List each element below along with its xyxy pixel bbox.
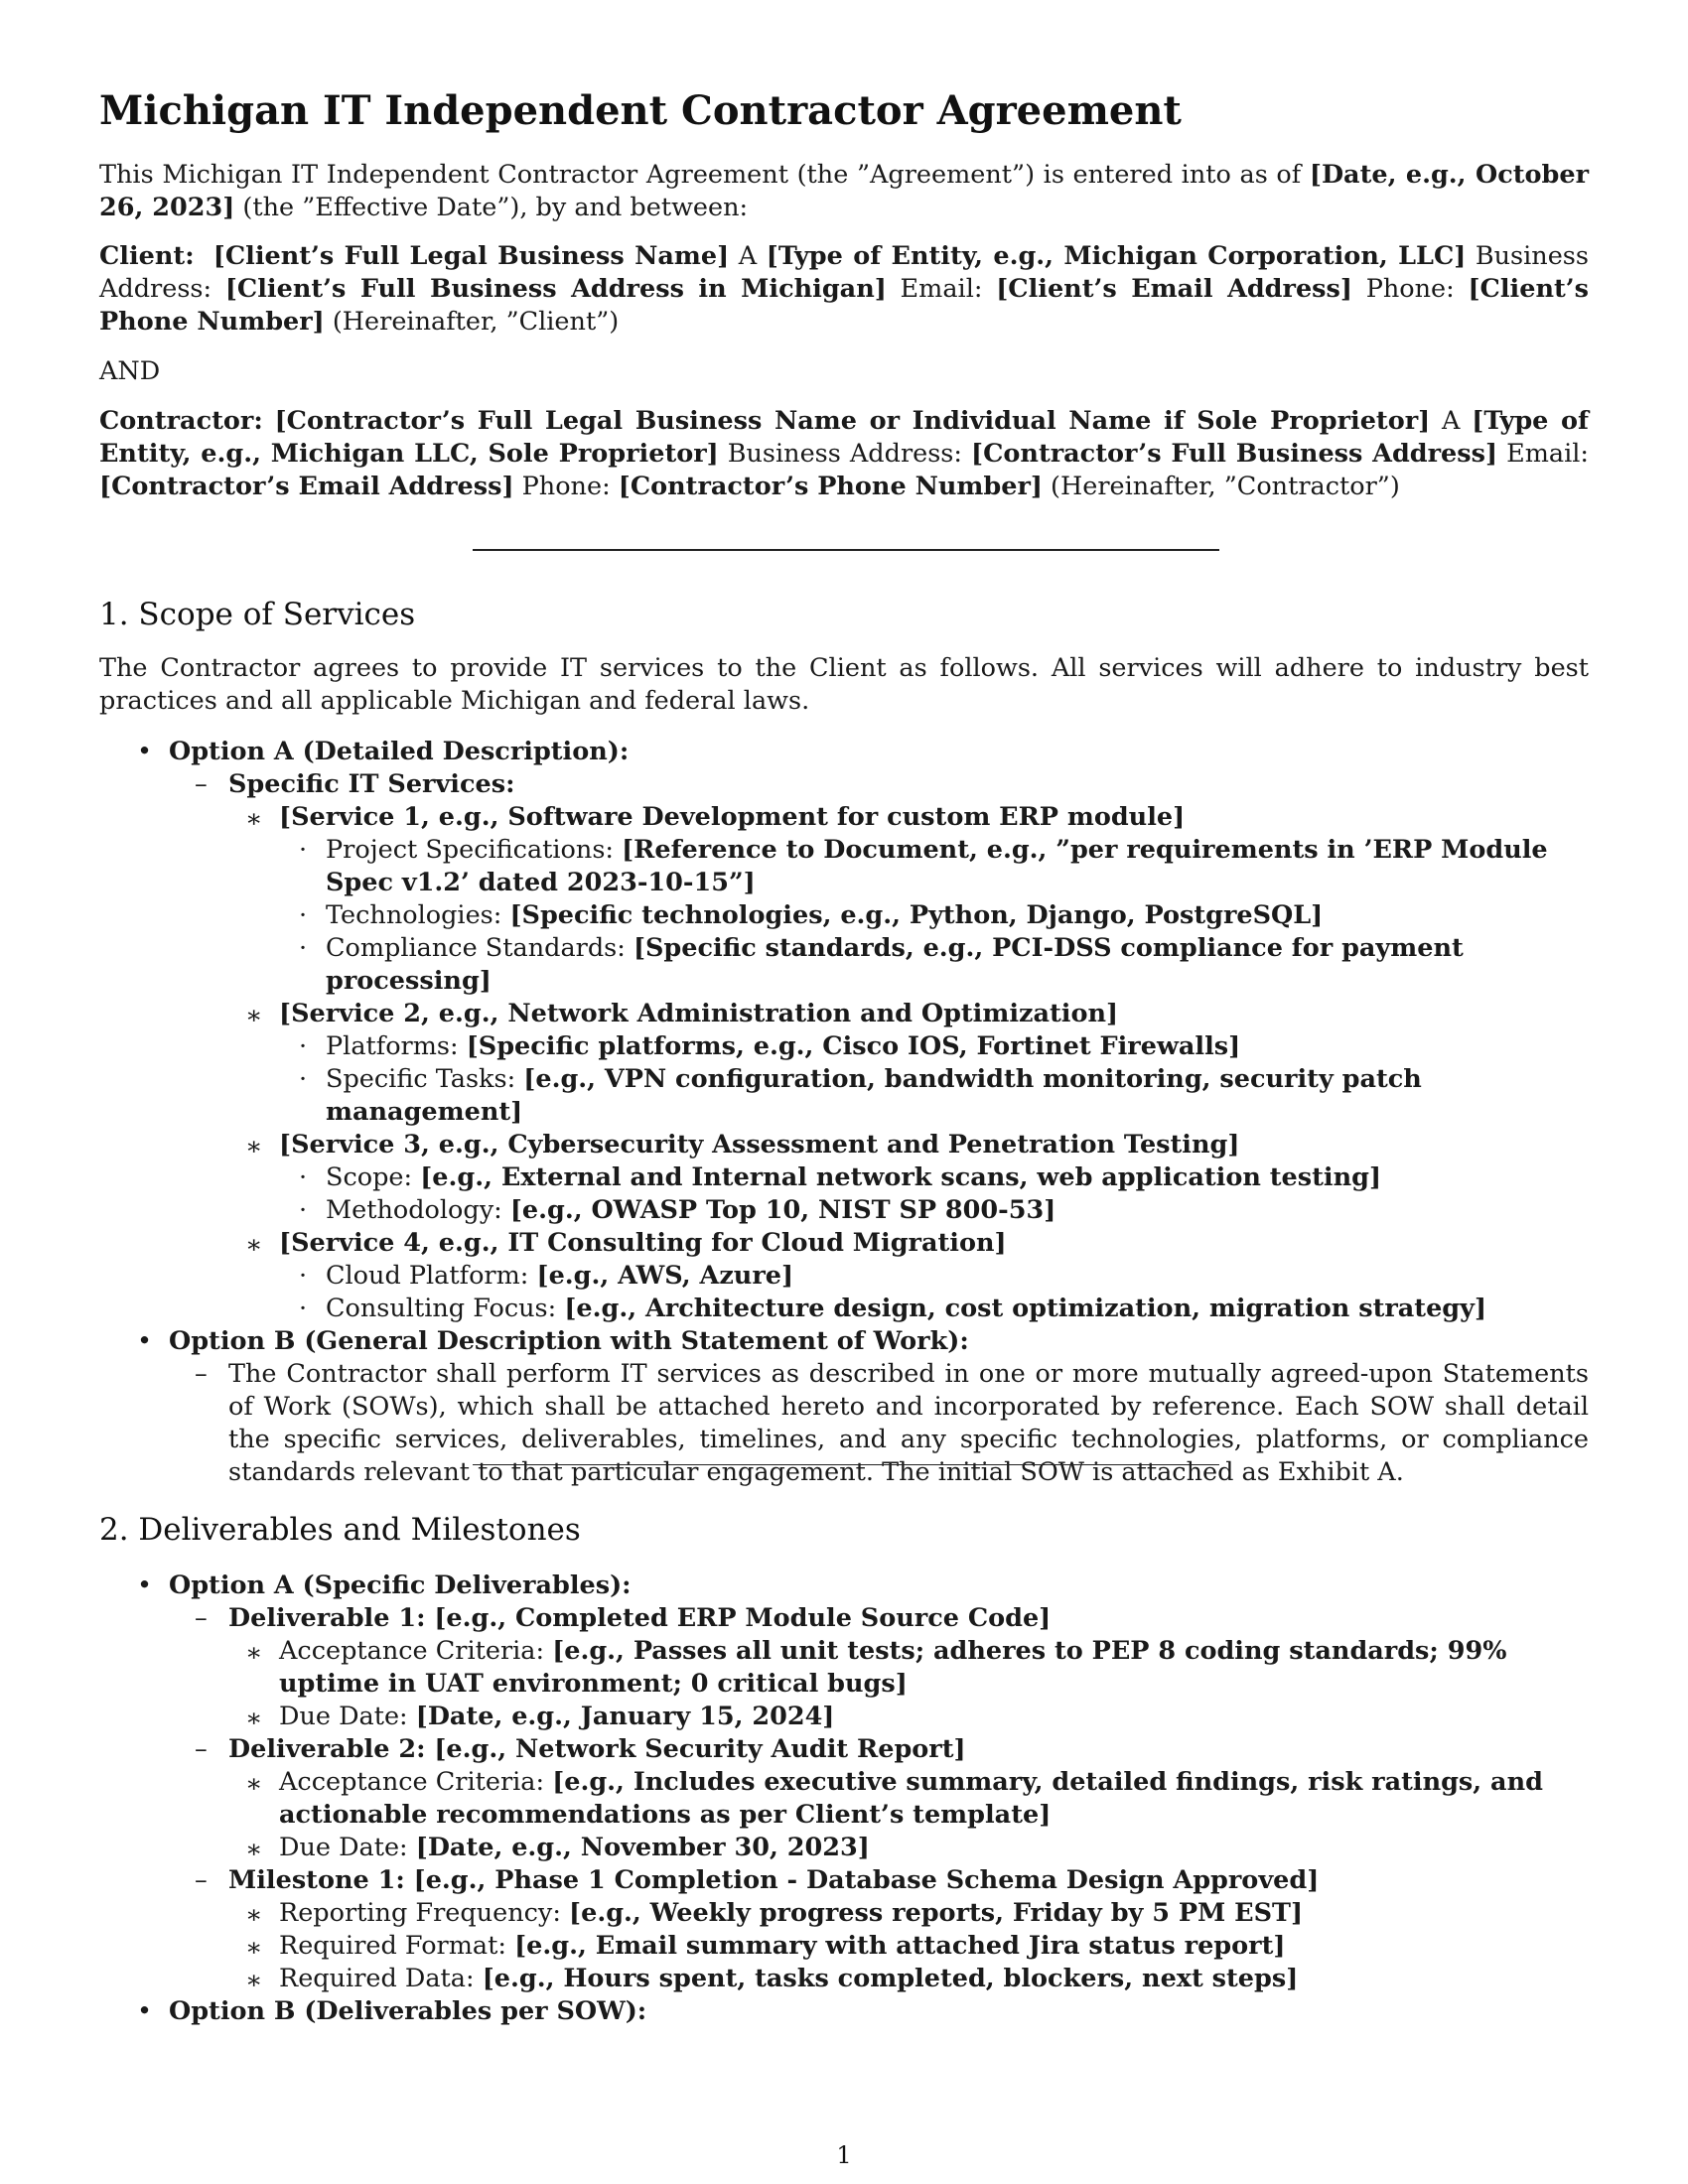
bullet-marker: · xyxy=(299,835,308,865)
detail-value: [e.g., Weekly progress reports, Friday by 5 PM EST] xyxy=(569,1898,1304,1928)
deliverable-value: [e.g., Completed ERP Module Source Code] xyxy=(425,1603,1052,1633)
contractor-email: [Contractor’s Email Address] xyxy=(99,472,514,501)
service-detail xyxy=(279,1161,1589,1194)
deliverable-detail xyxy=(228,1930,1589,1963)
bullet-marker: ∗ xyxy=(245,1132,263,1161)
client-block xyxy=(99,240,1589,339)
service-detail xyxy=(279,834,1589,899)
client-label: Client: xyxy=(99,241,195,271)
detail-label: Methodology: xyxy=(326,1195,510,1225)
service-title: [Service 1, e.g., Software Development for custom ERP module] xyxy=(279,802,1186,832)
detail-label: Required Format: xyxy=(279,1931,515,1961)
option-b-label: Option B (General Description with Statement of Work): xyxy=(169,1326,969,1356)
detail-label: Technologies: xyxy=(326,900,510,930)
service-item xyxy=(228,1227,1589,1325)
detail-value: [e.g., VPN configuration, bandwidth monitoring, security patch management] xyxy=(326,1064,1422,1127)
deliverable-detail xyxy=(228,1963,1589,1995)
service-detail xyxy=(279,1293,1589,1325)
services-list xyxy=(228,801,1589,1325)
detail-value: [e.g., AWS, Azure] xyxy=(536,1261,794,1291)
and-separator: AND xyxy=(99,356,161,386)
bullet-marker: · xyxy=(299,933,308,963)
bullet-marker: ∗ xyxy=(245,1704,263,1733)
specific-services-label: Specific IT Services: xyxy=(228,769,515,799)
bullet-marker: · xyxy=(299,1162,308,1192)
detail-label: Specific Tasks: xyxy=(326,1064,524,1094)
client-email: [Client’s Email Address] xyxy=(996,274,1352,304)
detail-label: Due Date: xyxy=(279,1702,416,1731)
contractor-address: [Contractor’s Full Business Address] xyxy=(971,439,1498,469)
bullet-marker: · xyxy=(299,1031,308,1061)
list-item: • Option A (Detailed Description): – Specific IT Services: ∗ [Service 1, e.g., Software Development for custom ERP module] · Project Specifications: [Reference to Document, e.g., ”per requirements in ’ERP Module Spec v1.2’ dated 2023-10-15”] · Technologies: [Specific technologies, e.g., Python, Django, PostgreSQL] · Compliance Standards: [Specific standards, e.g., PCI-DSS compliance for payment processing] ∗ [Service 2, e.g., Network Administration and Optimization] · Platforms: [Specific platforms, e.g., Cisco IOS, Fortinet Firewalls] · Specific Tasks: [e.g., VPN configuration, bandwidth monitoring, security patch management] ∗ [Service 3, e.g., Cybersecurity Assessment and Penetration Testing] · Scope: [e.g., External and Internal network scans, web application testing] · Methodology: [e.g., OWASP Top 10, NIST SP 800-53] ∗ [Service 4, e.g., IT Consulting for Cloud Migration] · Cloud Platform: [e.g., AWS, Azure] · Consulting Focus: [e.g., Architecture design, cost optimization, migration strategy] xyxy=(99,736,1589,1325)
deliverable-detail xyxy=(228,1897,1589,1930)
bullet-marker: – xyxy=(195,1603,208,1633)
list-item: • Option B (General Description with Statement of Work): – The Contractor shall perform IT services as described in one or more mutually agreed-upon Statements of Work (SOWs), which shall be attached hereto and incorporated by reference. Each SOW shall detail the specific services, deliverables, timelines, and any specific technologies, platforms, or compliance standards relevant to that particular engagement. The initial SOW is attached as Exhibit A. xyxy=(137,1326,1589,1487)
list-item: • Option B (Deliverables per SOW): xyxy=(137,1996,647,2026)
contractor-a: A xyxy=(1430,406,1473,436)
option-b-text: The Contractor shall perform IT services as described in one or more mutually agreed-upon Statements of Work (SOWs), which shall be attached hereto and incorporated by reference. Each SOW shall detail the specific services, deliverables, timelines, and any specific technologies, platforms, or compliance standards relevant to that particular engagement. The initial SOW is attached as Exhibit A. xyxy=(228,1359,1589,1487)
service-details xyxy=(279,834,1589,998)
detail-value: [e.g., OWASP Top 10, NIST SP 800-53] xyxy=(509,1195,1056,1225)
bullet-marker: ∗ xyxy=(245,1966,263,1995)
contractor-phone: [Contractor’s Phone Number] xyxy=(618,472,1043,501)
intro-text-end: (the ”Effective Date”), by and between: xyxy=(234,193,749,222)
detail-value: [e.g., External and Internal network scans, web application testing] xyxy=(420,1162,1382,1192)
client-phone-label: Phone: xyxy=(1351,274,1469,304)
document-title: Michigan IT Independent Contractor Agreement xyxy=(99,87,1182,134)
deliverables-list xyxy=(169,1602,1589,1995)
deliverables-option-a-label: Option A (Specific Deliverables): xyxy=(169,1570,632,1600)
service-title: [Service 2, e.g., Network Administration and Optimization] xyxy=(279,999,1119,1028)
bullet-marker: ∗ xyxy=(245,1230,263,1260)
contractor-name: [Contractor’s Full Legal Business Name or Individual Name if Sole Proprietor] xyxy=(274,406,1431,436)
service-item xyxy=(228,998,1589,1129)
client-a: A xyxy=(729,241,767,271)
service-detail xyxy=(279,1063,1589,1129)
deliverable-details xyxy=(228,1635,1589,1733)
client-entity: [Type of Entity, e.g., Michigan Corporation, LLC] xyxy=(766,241,1467,271)
detail-value: [e.g., Passes all unit tests; adheres to PEP 8 coding standards; 99% uptime in UAT environment; 0 critical bugs] xyxy=(279,1636,1507,1699)
detail-value: [e.g., Architecture design, cost optimization, migration strategy] xyxy=(564,1294,1487,1323)
detail-value: [e.g., Email summary with attached Jira status report] xyxy=(514,1931,1286,1961)
deliverable-label: Deliverable 1: xyxy=(228,1603,426,1633)
detail-value: [Specific technologies, e.g., Python, Django, PostgreSQL] xyxy=(509,900,1324,930)
contractor-hereinafter: (Hereinafter, ”Contractor”) xyxy=(1042,472,1400,501)
section-1-intro: The Contractor agrees to provide IT services to the Client as follows. All services will adhere to industry best practices and all applicable Michigan and federal laws. xyxy=(99,653,1589,716)
section-2-list xyxy=(99,1570,1589,2028)
section-divider xyxy=(473,549,1219,551)
contractor-label: Contractor: xyxy=(99,406,263,436)
bullet-marker: · xyxy=(299,900,308,930)
section-divider xyxy=(473,1464,1219,1465)
service-title: [Service 3, e.g., Cybersecurity Assessment and Penetration Testing] xyxy=(279,1130,1240,1160)
contractor-phone-label: Phone: xyxy=(513,472,619,501)
section-1-list xyxy=(99,736,1589,1489)
bullet-marker: · xyxy=(299,1294,308,1323)
client-address-label: Business Address: xyxy=(99,241,1589,304)
contractor-entity: [Type of Entity, e.g., Michigan LLC, Sole Proprietor] xyxy=(99,406,1589,469)
detail-label: Acceptance Criteria: xyxy=(279,1636,553,1666)
detail-label: Compliance Standards: xyxy=(326,933,633,963)
page-number: 1 xyxy=(836,2141,852,2169)
detail-label: Project Specifications: xyxy=(326,835,623,865)
deliverable-details xyxy=(228,1766,1589,1864)
client-hereinafter: (Hereinafter, ”Client”) xyxy=(324,307,620,337)
detail-value: [e.g., Hours spent, tasks completed, blockers, next steps] xyxy=(482,1964,1299,1993)
bullet-marker: · xyxy=(299,1261,308,1291)
list-item: – The Contractor shall perform IT services as described in one or more mutually agreed-upon Statements of Work (SOWs), which shall be attached hereto and incorporated by reference. Each SOW shall detail the specific services, deliverables, timelines, and any specific technologies, platforms, or compliance standards relevant to that particular engagement. The initial SOW is attached as Exhibit A. xyxy=(195,1359,1589,1487)
bullet-marker: – xyxy=(195,1865,208,1895)
contractor-address-label: Business Address: xyxy=(718,439,972,469)
bullet-marker: ∗ xyxy=(245,1001,263,1030)
deliverable-value: [e.g., Network Security Audit Report] xyxy=(425,1734,966,1764)
bullet-marker: · xyxy=(299,1064,308,1094)
contractor-email-label: Email: xyxy=(1497,439,1589,469)
service-detail xyxy=(279,932,1589,998)
service-details xyxy=(279,1260,1589,1325)
bullet-marker: · xyxy=(299,1195,308,1225)
deliverable-item xyxy=(169,1864,1589,1995)
deliverable-label: Milestone 1: xyxy=(228,1865,405,1895)
bullet-marker: ∗ xyxy=(245,1900,263,1930)
deliverable-label: Deliverable 2: xyxy=(228,1734,426,1764)
service-detail xyxy=(279,1194,1589,1227)
deliverable-detail xyxy=(228,1635,1589,1701)
bullet-marker: ∗ xyxy=(245,1769,263,1799)
service-details xyxy=(279,1030,1589,1129)
client-email-label: Email: xyxy=(886,274,997,304)
client-address: [Client’s Full Business Address in Michigan] xyxy=(224,274,887,304)
intro-text: This Michigan IT Independent Contractor Agreement (the ”Agreement”) is entered into as of xyxy=(99,160,1310,190)
detail-value: [Specific platforms, e.g., Cisco IOS, Fortinet Firewalls] xyxy=(466,1031,1241,1061)
client-phone: [Client’s Phone Number] xyxy=(99,274,1589,337)
bullet-marker: ∗ xyxy=(245,1835,263,1864)
effective-date-placeholder: [Date, e.g., October 26, 2023] xyxy=(99,160,1589,222)
deliverable-item xyxy=(169,1602,1589,1733)
deliverable-detail xyxy=(228,1701,1589,1733)
service-detail xyxy=(279,1260,1589,1293)
detail-label: Scope: xyxy=(326,1162,421,1192)
service-title: [Service 4, e.g., IT Consulting for Cloud Migration] xyxy=(279,1228,1007,1258)
detail-value: [e.g., Includes executive summary, detailed findings, risk ratings, and actionable recommendations as per Client’s template] xyxy=(279,1767,1543,1830)
contractor-block xyxy=(99,405,1589,503)
detail-label: Platforms: xyxy=(326,1031,467,1061)
bullet-marker: ∗ xyxy=(245,804,263,834)
deliverable-details xyxy=(228,1897,1589,1995)
service-detail xyxy=(279,1030,1589,1063)
list-item: • Option A (Specific Deliverables): – Deliverable 1: [e.g., Completed ERP Module Source Code] ∗ Acceptance Criteria: [e.g., Passes all unit tests; adheres to PEP 8 coding standards; 99% uptime in UAT environment; 0 critical bugs] ∗ Due Date: [Date, e.g., January 15, 2024] – Deliverable 2: [e.g., Network Security Audit Report] ∗ Acceptance Criteria: [e.g., Includes executive summary, detailed findings, risk ratings, and actionable recommendations as per Client’s template] ∗ Due Date: [Date, e.g., November 30, 2023] – Milestone 1: [e.g., Phase 1 Completion - Database Schema Design Approved] ∗ Reporting Frequency: [e.g., Weekly progress reports, Friday by 5 PM EST] ∗ Required Format: [e.g., Email summary with attached Jira status report] ∗ Required Data: [e.g., Hours spent, tasks completed, blockers, next steps] xyxy=(99,1570,1589,1995)
bullet-marker: ∗ xyxy=(245,1638,263,1668)
detail-value: [Specific standards, e.g., PCI-DSS compliance for payment processing] xyxy=(326,933,1464,996)
deliverables-option-b-label: Option B (Deliverables per SOW): xyxy=(169,1996,647,2026)
deliverable-item xyxy=(169,1733,1589,1864)
detail-label: Reporting Frequency: xyxy=(279,1898,570,1928)
section-1-heading: 1. Scope of Services xyxy=(99,597,416,632)
deliverable-value: [e.g., Phase 1 Completion - Database Schema Design Approved] xyxy=(404,1865,1320,1895)
service-item xyxy=(228,1129,1589,1227)
detail-value: [Date, e.g., November 30, 2023] xyxy=(415,1833,870,1862)
detail-label: Acceptance Criteria: xyxy=(279,1767,553,1797)
intro-paragraph xyxy=(99,159,1589,224)
deliverable-detail xyxy=(228,1832,1589,1864)
list-item: – Specific IT Services: ∗ [Service 1, e.g., Software Development for custom ERP module] · Project Specifications: [Reference to Document, e.g., ”per requirements in ’ERP Module Spec v1.2’ dated 2023-10-15”] · Technologies: [Specific technologies, e.g., Python, Django, PostgreSQL] · Compliance Standards: [Specific standards, e.g., PCI-DSS compliance for payment processing] ∗ [Service 2, e.g., Network Administration and Optimization] · Platforms: [Specific platforms, e.g., Cisco IOS, Fortinet Firewalls] · Specific Tasks: [e.g., VPN configuration, bandwidth monitoring, security patch management] ∗ [Service 3, e.g., Cybersecurity Assessment and Penetration Testing] · Scope: [e.g., External and Internal network scans, web application testing] · Methodology: [e.g., OWASP Top 10, NIST SP 800-53] ∗ [Service 4, e.g., IT Consulting for Cloud Migration] · Cloud Platform: [e.g., AWS, Azure] · Consulting Focus: [e.g., Architecture design, cost optimization, migration strategy] xyxy=(169,768,1589,1325)
detail-value: [Date, e.g., January 15, 2024] xyxy=(415,1702,835,1731)
detail-label: Consulting Focus: xyxy=(326,1294,565,1323)
detail-value: [Reference to Document, e.g., ”per requirements in ’ERP Module Spec v1.2’ dated 2023-10-15”] xyxy=(326,835,1548,897)
detail-label: Cloud Platform: xyxy=(326,1261,537,1291)
deliverable-detail xyxy=(228,1766,1589,1832)
service-detail xyxy=(279,899,1589,932)
section-2-heading: 2. Deliverables and Milestones xyxy=(99,1512,581,1548)
bullet-marker: ∗ xyxy=(245,1933,263,1963)
bullet-marker: – xyxy=(195,1734,208,1764)
detail-label: Required Data: xyxy=(279,1964,483,1993)
service-details xyxy=(279,1161,1589,1227)
detail-label: Due Date: xyxy=(279,1833,416,1862)
option-a-label: Option A (Detailed Description): xyxy=(169,737,630,766)
service-item xyxy=(228,801,1589,998)
client-name: [Client’s Full Legal Business Name] xyxy=(212,241,730,271)
